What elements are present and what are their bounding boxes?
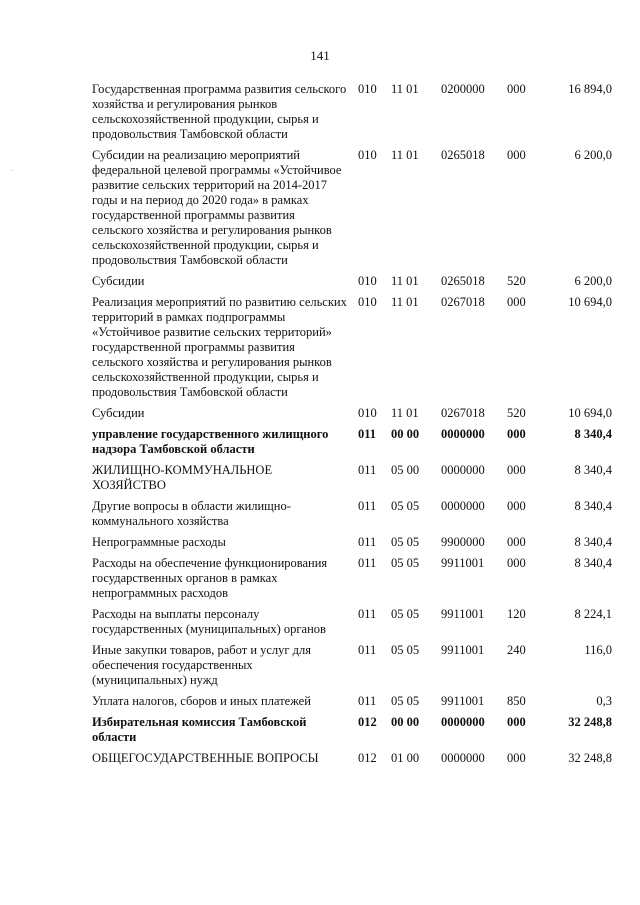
row-expense: 000 — [507, 148, 526, 162]
row-section: 00 00 — [391, 715, 420, 729]
row-name: ЖИЛИЩНО-КОММУНАЛЬНОЕ ХОЗЯЙСТВО — [92, 463, 273, 492]
row-name: Государственная программа развития сельского хозяйства и регулирования рынков сельскохозяйственной продукции, сырья и продовольствия Тамбовской области — [92, 82, 347, 141]
row-name: Субсидии — [92, 406, 145, 420]
row-name: Расходы на выплаты персоналу государственных (муниципальных) органов — [92, 607, 326, 636]
row-section: 05 00 — [391, 463, 420, 477]
row-name: Непрограммные расходы — [92, 535, 226, 549]
row-ministry: 011 — [358, 463, 377, 477]
row-name: управление государственного жилищного надзора Тамбовской области — [92, 427, 329, 456]
row-section: 11 01 — [391, 295, 419, 309]
row-expense: 000 — [507, 715, 526, 729]
page-number: 141 — [310, 48, 330, 63]
row-section: 05 05 — [391, 556, 420, 570]
row-section: 05 05 — [391, 499, 420, 513]
row-amount: 8 340,4 — [574, 556, 612, 570]
row-expense: 120 — [507, 607, 526, 621]
table-row-bold — [92, 715, 612, 751]
row-name: Иные закупки товаров, работ и услуг для обеспечения государственных (муниципальных) нужд — [92, 643, 312, 687]
row-ministry: 011 — [358, 607, 377, 621]
row-amount: 8 340,4 — [574, 499, 612, 513]
row-section: 05 05 — [391, 535, 420, 549]
row-amount: 10 694,0 — [568, 295, 612, 309]
row-target: 9900000 — [441, 535, 485, 549]
row-ministry: 011 — [358, 499, 377, 513]
row-section: 05 05 — [391, 607, 420, 621]
row-amount: 10 694,0 — [568, 406, 612, 420]
row-ministry: 010 — [358, 295, 377, 309]
row-ministry: 011 — [358, 643, 377, 657]
row-ministry: 011 — [358, 556, 377, 570]
row-target: 9911001 — [441, 643, 485, 657]
row-amount: 8 340,4 — [574, 535, 612, 549]
row-ministry: 012 — [358, 715, 377, 729]
row-section: 11 01 — [391, 148, 419, 162]
row-target: 0200000 — [441, 82, 485, 96]
row-amount: 116,0 — [584, 643, 612, 657]
row-amount: 0,3 — [596, 694, 612, 708]
row-target: 0000000 — [441, 499, 485, 513]
row-name: Другие вопросы в области жилищно-коммунального хозяйства — [92, 499, 291, 528]
row-amount: 8 340,4 — [574, 427, 612, 441]
row-target: 9911001 — [441, 607, 485, 621]
table-row — [92, 274, 612, 295]
row-ministry: 010 — [358, 406, 377, 420]
row-target: 0000000 — [441, 427, 485, 441]
table-row — [92, 82, 612, 148]
row-target: 9911001 — [441, 694, 485, 708]
row-amount: 32 248,8 — [568, 715, 612, 729]
row-ministry: 010 — [358, 82, 377, 96]
row-expense: 000 — [507, 295, 526, 309]
row-target: 0267018 — [441, 406, 485, 420]
table-row — [92, 463, 612, 499]
row-amount: 6 200,0 — [574, 274, 612, 288]
row-name: Субсидии на реализацию мероприятий федеральной целевой программы «Устойчивое развитие сельских территорий на 2014-2017 годы и на период до 2020 года» в рамках государственной программы развития сельского хозяйства и регулирования рынков сельскохозяйственной продукции, сырья и продовольствия Тамбовской области — [92, 148, 342, 267]
table-row — [92, 148, 612, 274]
budget-table-body — [92, 82, 612, 772]
row-section: 11 01 — [391, 274, 419, 288]
row-section: 05 05 — [391, 643, 420, 657]
row-ministry: 010 — [358, 274, 377, 288]
row-target: 0265018 — [441, 148, 485, 162]
table-row — [92, 535, 612, 556]
table-row — [92, 607, 612, 643]
row-amount: 16 894,0 — [568, 82, 612, 96]
row-expense: 000 — [507, 751, 526, 765]
table-row — [92, 295, 612, 406]
row-amount: 6 200,0 — [574, 148, 612, 162]
row-name: Расходы на обеспечение функционирования государственных органов в рамках непрограммных расходов — [92, 556, 328, 600]
row-amount: 8 340,4 — [574, 463, 612, 477]
table-row — [92, 406, 612, 427]
row-expense: 520 — [507, 274, 526, 288]
row-name: Реализация мероприятий по развитию сельских территорий в рамках подпрограммы «Устойчивое развитие сельских территорий» государственной программы развития сельского хозяйства и регулирования рынков сельскохозяйственной продукции, сырья и продовольствия Тамбовской области — [92, 295, 347, 399]
row-section: 05 05 — [391, 694, 420, 708]
row-expense: 850 — [507, 694, 526, 708]
table-row — [92, 643, 612, 694]
row-target: 0000000 — [441, 715, 485, 729]
row-section: 11 01 — [391, 406, 419, 420]
row-target: 0265018 — [441, 274, 485, 288]
row-expense: 000 — [507, 82, 526, 96]
budget-table — [92, 82, 612, 772]
row-expense: 000 — [507, 556, 526, 570]
row-name: Субсидии — [92, 274, 145, 288]
row-expense: 000 — [507, 499, 526, 513]
table-row — [92, 751, 612, 772]
row-target: 0000000 — [441, 751, 485, 765]
row-ministry: 010 — [358, 148, 377, 162]
row-expense: 240 — [507, 643, 526, 657]
row-name: Избирательная комиссия Тамбовской области — [92, 715, 307, 744]
row-target: 0000000 — [441, 463, 485, 477]
row-expense: 000 — [507, 535, 526, 549]
row-amount: 8 224,1 — [574, 607, 612, 621]
row-expense: 000 — [507, 427, 526, 441]
table-row-bold — [92, 427, 612, 463]
row-ministry: 011 — [358, 694, 377, 708]
row-expense: 000 — [507, 463, 526, 477]
row-expense: 520 — [507, 406, 526, 420]
scan-mark — [12, 170, 13, 171]
row-section: 11 01 — [391, 82, 419, 96]
table-row — [92, 694, 612, 715]
row-ministry: 012 — [358, 751, 377, 765]
row-amount: 32 248,8 — [568, 751, 612, 765]
row-ministry: 011 — [358, 427, 377, 441]
row-name: ОБЩЕГОСУДАРСТВЕННЫЕ ВОПРОСЫ — [92, 751, 319, 765]
table-row — [92, 556, 612, 607]
row-section: 00 00 — [391, 427, 420, 441]
row-section: 01 00 — [391, 751, 420, 765]
row-target: 9911001 — [441, 556, 485, 570]
row-name: Уплата налогов, сборов и иных платежей — [92, 694, 311, 708]
row-target: 0267018 — [441, 295, 485, 309]
row-ministry: 011 — [358, 535, 377, 549]
table-row — [92, 499, 612, 535]
